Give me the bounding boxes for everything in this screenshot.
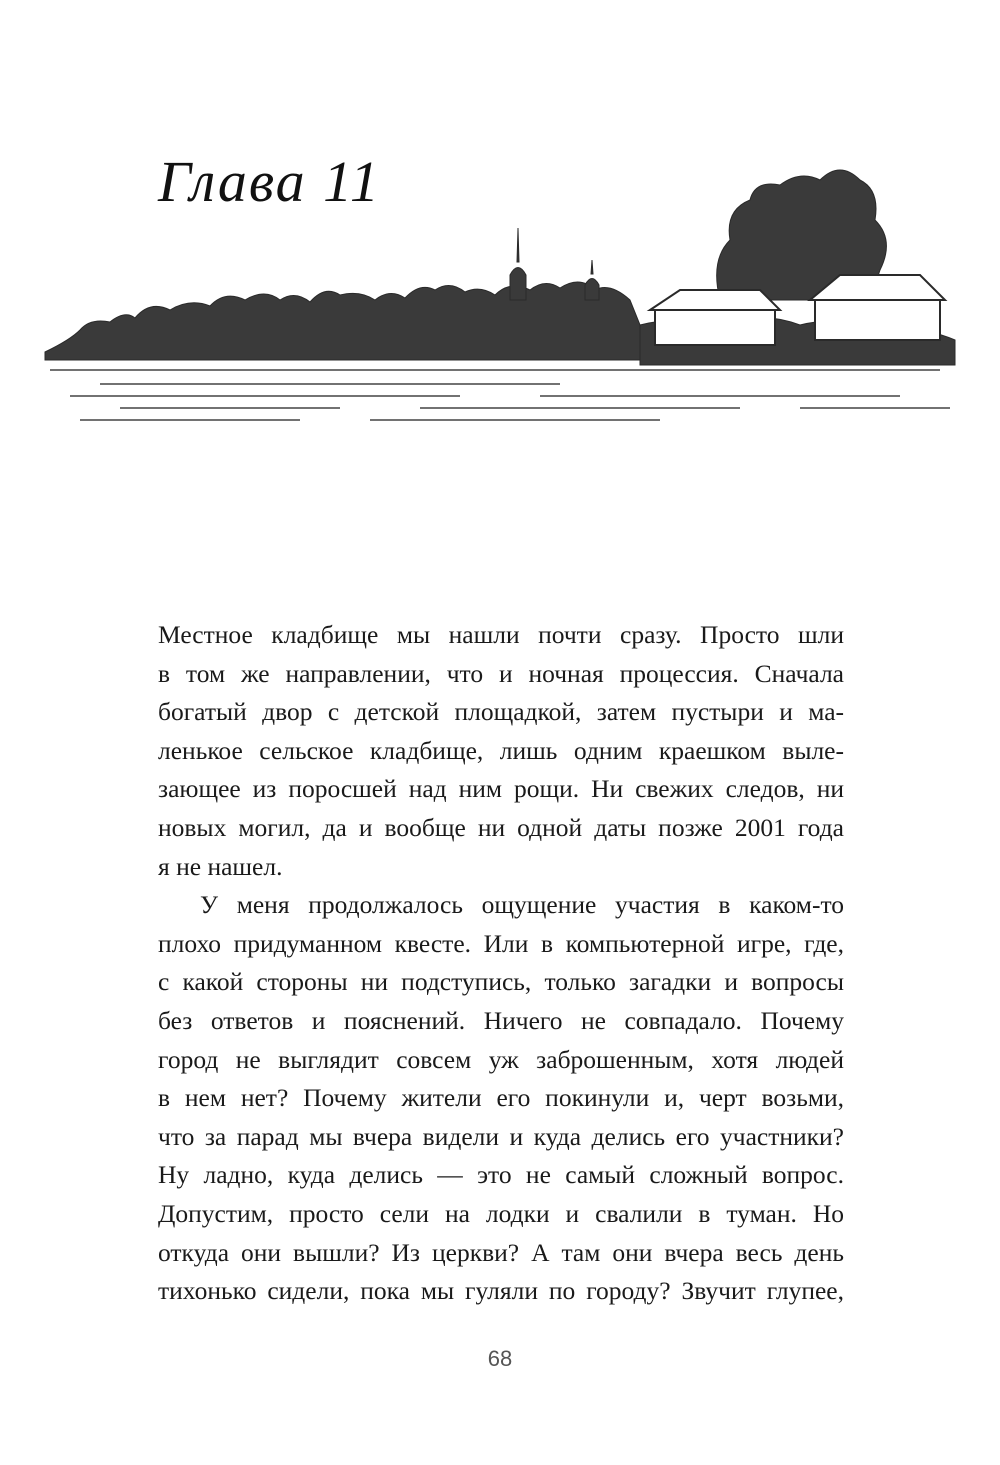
text-line: в нем нет? Почему жители его покинули и, черт возьми, xyxy=(158,1083,844,1113)
text-line: в том же направлении, что и ночная процессия. Сначала xyxy=(158,658,844,688)
text-line: я не нашел. xyxy=(158,851,283,881)
text-line: с какой стороны ни подступись, только загадки и вопросы xyxy=(158,967,844,997)
text-line: город не выглядит совсем уж заброшенным, хотя людей xyxy=(158,1044,844,1074)
text-line: Допустим, просто сели на лодки и свалили в туман. Но xyxy=(158,1198,844,1228)
text-line: без ответов и пояснений. Ничего не совпадало. Почему xyxy=(158,1005,844,1035)
paragraph-2 xyxy=(158,886,844,1311)
paragraph-1 xyxy=(158,616,844,886)
text-line: откуда они вышли? Из церкви? А там они вчера весь день xyxy=(158,1237,844,1267)
landscape-sketch-icon xyxy=(40,150,960,430)
text-line: У меня продолжалось ощущение участия в каком-то xyxy=(200,890,844,920)
text-line: плохо придуманном квесте. Или в компьютерной игре, где, xyxy=(158,928,844,958)
text-line: ленькое сельское кладбище, лишь одним краешком выле- xyxy=(158,735,844,765)
text-line: новых могил, да и вообще ни одной даты позже 2001 года xyxy=(158,812,844,842)
text-line: зающее из поросшей над ним рощи. Ни свежих следов, ни xyxy=(158,774,844,804)
text-line: что за парад мы вчера видели и куда делись его участники? xyxy=(158,1121,844,1151)
chapter-title: Глава 11 xyxy=(158,149,381,214)
body-text xyxy=(158,616,844,1311)
text-line: тихонько сидели, пока мы гуляли по городу? Звучит глупее, xyxy=(158,1276,844,1306)
text-line: Ну ладно, куда делись — это не самый сложный вопрос. xyxy=(158,1160,844,1190)
page-number: 68 xyxy=(487,1346,513,1371)
text-line: Местное кладбище мы нашли почти сразу. Просто шли xyxy=(158,620,844,649)
text-line: богатый двор с детской площадкой, затем пустыри и ма- xyxy=(158,697,844,727)
